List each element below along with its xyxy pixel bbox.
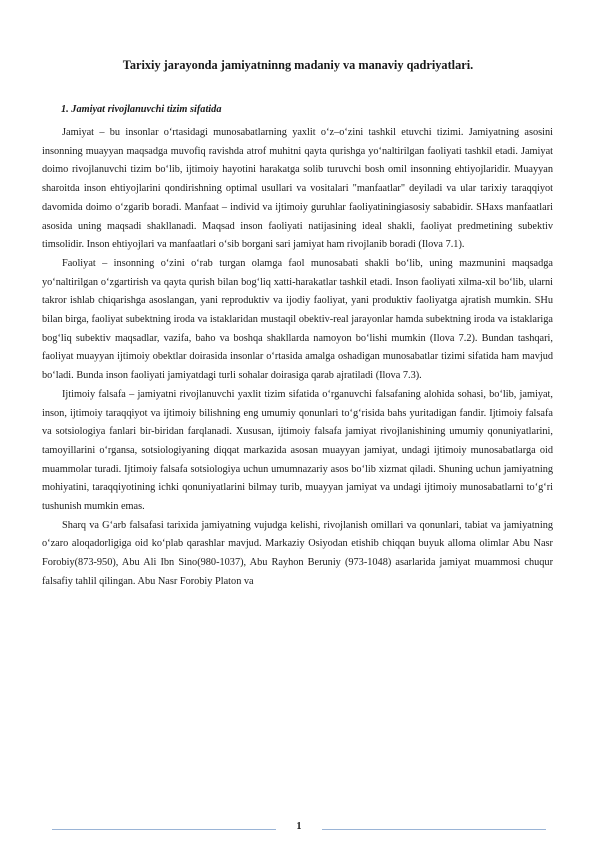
body-text: [42, 124, 553, 592]
paragraph-2: Faoliyat – insonning o‘zini o‘rab turgan olamga faol munosabati shakli bo‘lib, uning mazmunini maqsadga yo‘naltirilgan o‘zgartirish va qayta qurish bilan bog‘liq xatti-harakatlar tashkil etadi. Inson faoliyati xilma-xil bo‘lib, ularni takror ishlab chiqarishga asoslangan, yani reproduktiv va ijodiy faoliyat, yani produktiv faoliyatga ajratish mumkin. SHu bilan birga, faoliyat subektning iroda va istaklaridan mustaqil obektiv-real jarayonlar hamda subektning iroda va istaklariga bog‘liq subektiv maqsadlar, vazifa, baho va boshqa shakllarda namoyon bo‘lishi mumkin (Ilova 7.2). Bundan tashqari, faoliyat muayyan ijtimoiy obektlar doirasida insonlar o‘rtasida amalga oshadigan munosabatlar tizimi sifatida ham mavjud bo‘ladi. Bunda inson faoliyati jamiyatdagi turli sohalar doirasiga qarab ajratiladi (Ilova 7.3).: [42, 257, 553, 382]
paragraph-3: Ijtimoiy falsafa – jamiyatni rivojlanuvchi yaxlit tizim sifatida o‘rganuvchi falsafaning alohida sohasi, bo‘lib, jamiyat, inson, ijtimoiy taraqqiyot va ijtimoiy bilishning eng umumiy qonunlari to‘g‘risida bahs yuritadigan fandir. Ijtimoiy falsafa va sotsiologiya fanlari bir-biridan farqlanadi. Xususan, ijtimoiy falsafa jamiyat rivojlanishining umumiy qonuniyatlarini, tamoyillarini o‘rgansa, sotsiologiyaning diqqat markazida asosan muayyan jamiyat, undagi ijtimoiy munosabatlarga oid muammolar turadi. Ijtimoiy falsafa sotsiologiya uchun umumnazariy asos bo‘lib xizmat qiladi. Shuning uchun jamiyatning mohiyatini, taraqqiyotining ichki qonuniyatlarini bilmay turib, muayyan jamiyat va undagi ijtimoiy munosabatlarni to‘g‘ri tushunish mumkin emas.: [42, 388, 553, 513]
paragraph-4: Sharq va G‘arb falsafasi tarixida jamiyatning vujudga kelishi, rivojlanish omillari va qonunlari, tabiat va jamiyatning o‘zaro aloqadorligiga oid ko‘plab qarashlar mavjud. Markaziy Osiyodan etishib chiqqan buyuk alloma olimlar Abu Nasr Forobiy(873-950), Abu Ali Ibn Sino(980-1037), Abu Rayhon Beruniy (973-1048) asarlarida jamiyat muammosi chuqur falsafiy tahlil qilingan. Abu Nasr Forobiy Platon va: [42, 519, 553, 587]
page-number: 1: [296, 821, 302, 832]
footer-rule-right: [322, 829, 546, 830]
section-heading: 1. Jamiyat rivojlanuvchi tizim sifatida: [61, 104, 222, 115]
paragraph-1: Jamiyat – bu insonlar o‘rtasidagi munosabatlarning yaxlit o‘z–o‘zini tashkil etuvchi tizimi. Jamiyatning asosini insonning muayyan maqsadga muvofiq ravishda atrof muhitni qayta qurishga yo‘naltirilgan faoliyati tashkil etadi. Jamiyat doimo rivojlanuvchi tizim bo‘lib, ijtimoiy hayotini harakatga solib turuvchi bosh omil insonning ehtiyojlaridir. Muayyan sharoitda inson ehtiyojlarini qondirishning optimal usullari va vositalari "manfaatlar" deyiladi va ular tarixiy taraqqiyot davomida doimo o‘zgarib boradi. Manfaat – individ va ijtimoiy guruhlar faoliyatiningiasosiy sababidir. SHaxs manfaatlari asosida uning maqsadi shakllanadi. Maqsad inson faoliyati natijasining ideal shakli, faoliyat predmetining subektiv timsolidir. Inson ehtiyojlari va manfaatlari o‘sib borgani sari jamiyat ham rivojlanib boradi (Ilova 7.1).: [42, 127, 553, 251]
document-title: Tarixiy jarayonda jamiyatninng madaniy va manaviy qadriyatlari.: [122, 58, 474, 72]
footer-rule-left: [52, 829, 276, 830]
